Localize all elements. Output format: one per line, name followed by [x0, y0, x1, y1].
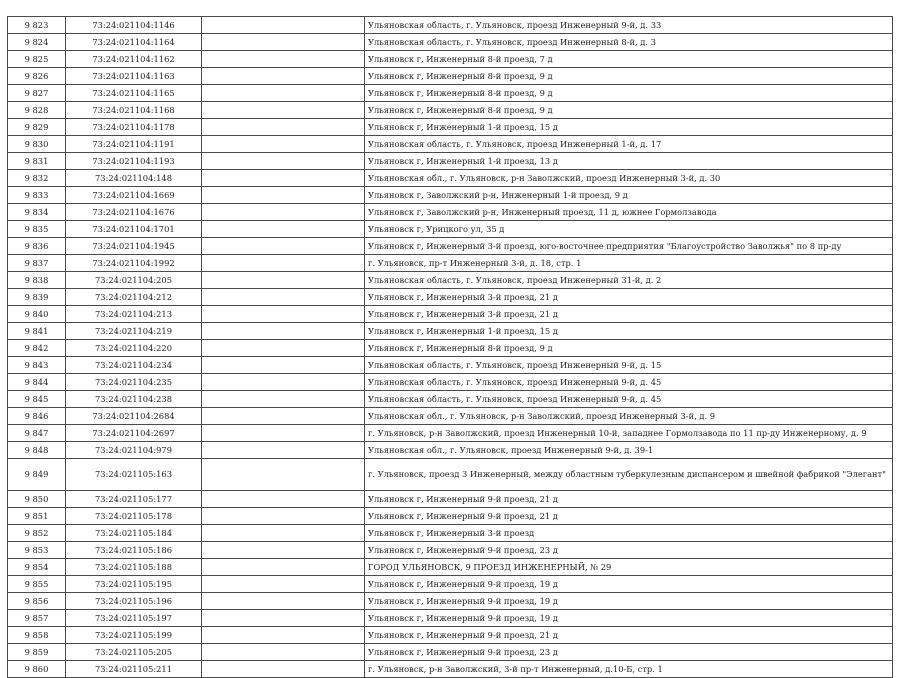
- table-body: [8, 17, 893, 678]
- address-cell: Ульяновская область, г. Ульяновск, проезд Инженерный 8-й, д. 3: [365, 34, 893, 51]
- row-number-cell: 9 836: [8, 238, 66, 255]
- empty-cell: [202, 306, 365, 323]
- address-cell: Ульяновск г, Инженерный 9-й проезд, 19 д: [365, 610, 893, 627]
- address-cell: Ульяновск г, Заволжский р-н, Инженерный проезд, 11 д, южнее Гормолзавода: [365, 204, 893, 221]
- cadastral-number-cell: 73:24:021104:1945: [66, 238, 202, 255]
- cadastral-number-cell: 73:24:021105:177: [66, 491, 202, 508]
- row-number-cell: 9 850: [8, 491, 66, 508]
- address-cell: Ульяновск г, Инженерный 8-й проезд, 9 д: [365, 85, 893, 102]
- cadastral-number-cell: 73:24:021104:238: [66, 391, 202, 408]
- empty-cell: [202, 153, 365, 170]
- table-row: [8, 425, 893, 442]
- address-cell: Ульяновская область, г. Ульяновск, проезд Инженерный 9-й, д. 45: [365, 374, 893, 391]
- address-cell: Ульяновская область, г. Ульяновск, проезд Инженерный 9-й, д. 45: [365, 391, 893, 408]
- empty-cell: [202, 85, 365, 102]
- table-row: [8, 238, 893, 255]
- empty-cell: [202, 374, 365, 391]
- cadastral-number-cell: 73:24:021104:979: [66, 442, 202, 459]
- empty-cell: [202, 119, 365, 136]
- cadastral-number-cell: 73:24:021105:184: [66, 525, 202, 542]
- address-cell: Ульяновская обл., г. Ульяновск, р-н Заволжский, проезд Инженерный 3-й, д. 9: [365, 408, 893, 425]
- row-number-cell: 9 824: [8, 34, 66, 51]
- empty-cell: [202, 187, 365, 204]
- table-row: [8, 51, 893, 68]
- table-row: [8, 136, 893, 153]
- empty-cell: [202, 221, 365, 238]
- address-cell: Ульяновск г, Инженерный 3-й проезд, юго-восточнее предприятия "Благоустройство Заволжья" по 8 пр-ду: [365, 238, 893, 255]
- empty-cell: [202, 357, 365, 374]
- cadastral-number-cell: 73:24:021104:1193: [66, 153, 202, 170]
- address-cell: Ульяновск г, Инженерный 8-й проезд, 7 д: [365, 51, 893, 68]
- empty-cell: [202, 238, 365, 255]
- empty-cell: [202, 255, 365, 272]
- row-number-cell: 9 843: [8, 357, 66, 374]
- row-number-cell: 9 849: [8, 459, 66, 491]
- address-cell: Ульяновск г, Инженерный 3-й проезд, 21 д: [365, 306, 893, 323]
- empty-cell: [202, 340, 365, 357]
- cadastral-number-cell: 73:24:021104:1701: [66, 221, 202, 238]
- cadastral-number-cell: 73:24:021104:220: [66, 340, 202, 357]
- row-number-cell: 9 852: [8, 525, 66, 542]
- row-number-cell: 9 827: [8, 85, 66, 102]
- table-row: [8, 508, 893, 525]
- empty-cell: [202, 644, 365, 661]
- row-number-cell: 9 839: [8, 289, 66, 306]
- row-number-cell: 9 833: [8, 187, 66, 204]
- address-cell: Ульяновск г, Инженерный 8-й проезд, 9 д: [365, 340, 893, 357]
- table-row: [8, 491, 893, 508]
- address-cell: Ульяновск г, Инженерный 8-й проезд, 9 д: [365, 68, 893, 85]
- address-cell: Ульяновск г, Инженерный 1-й проезд, 15 д: [365, 119, 893, 136]
- cadastral-number-cell: 73:24:021104:1669: [66, 187, 202, 204]
- row-number-cell: 9 842: [8, 340, 66, 357]
- cadastral-number-cell: 73:24:021104:213: [66, 306, 202, 323]
- row-number-cell: 9 846: [8, 408, 66, 425]
- empty-cell: [202, 68, 365, 85]
- empty-cell: [202, 491, 365, 508]
- address-cell: Ульяновск г, Инженерный 3-й проезд, 21 д: [365, 289, 893, 306]
- empty-cell: [202, 459, 365, 491]
- table-row: [8, 170, 893, 187]
- address-cell: Ульяновская область, г. Ульяновск, проезд Инженерный 31-й, д. 2: [365, 272, 893, 289]
- row-number-cell: 9 835: [8, 221, 66, 238]
- empty-cell: [202, 525, 365, 542]
- empty-cell: [202, 627, 365, 644]
- cadastral-number-cell: 73:24:021104:1146: [66, 17, 202, 34]
- row-number-cell: 9 838: [8, 272, 66, 289]
- address-cell: Ульяновская обл., г. Ульяновск, проезд Инженерный 9-й, д. 39-1: [365, 442, 893, 459]
- row-number-cell: 9 857: [8, 610, 66, 627]
- row-number-cell: 9 828: [8, 102, 66, 119]
- empty-cell: [202, 661, 365, 678]
- row-number-cell: 9 830: [8, 136, 66, 153]
- address-cell: Ульяновская область, г. Ульяновск, проезд Инженерный 9-й, д. 33: [365, 17, 893, 34]
- cadastral-number-cell: 73:24:021105:163: [66, 459, 202, 491]
- table-row: [8, 459, 893, 491]
- address-cell: г. Ульяновск, р-н Заволжский, проезд Инженерный 10-й, западнее Гормолзавода по 11 пр-ду Инженерному, д. 9: [365, 425, 893, 442]
- cadastral-number-cell: 73:24:021104:1162: [66, 51, 202, 68]
- table-row: [8, 272, 893, 289]
- empty-cell: [202, 593, 365, 610]
- empty-cell: [202, 425, 365, 442]
- row-number-cell: 9 840: [8, 306, 66, 323]
- cadastral-number-cell: 73:24:021105:199: [66, 627, 202, 644]
- row-number-cell: 9 826: [8, 68, 66, 85]
- cadastral-number-cell: 73:24:021105:211: [66, 661, 202, 678]
- table-row: [8, 442, 893, 459]
- table-row: [8, 576, 893, 593]
- table-row: [8, 610, 893, 627]
- cadastral-number-cell: 73:24:021104:2697: [66, 425, 202, 442]
- empty-cell: [202, 576, 365, 593]
- table-row: [8, 85, 893, 102]
- row-number-cell: 9 837: [8, 255, 66, 272]
- cadastral-number-cell: 73:24:021104:219: [66, 323, 202, 340]
- cadastral-number-cell: 73:24:021104:234: [66, 357, 202, 374]
- table-row: [8, 593, 893, 610]
- table-row: [8, 357, 893, 374]
- address-cell: г. Ульяновск, проезд 3 Инженерный, между областным туберкулезным диспансером и швейной фабрикой "Элегант": [365, 459, 893, 491]
- table-row: [8, 153, 893, 170]
- empty-cell: [202, 408, 365, 425]
- empty-cell: [202, 17, 365, 34]
- cadastral-number-cell: 73:24:021104:1191: [66, 136, 202, 153]
- table-row: [8, 644, 893, 661]
- cadastral-number-cell: 73:24:021104:1163: [66, 68, 202, 85]
- table-row: [8, 204, 893, 221]
- cadastral-number-cell: 73:24:021104:235: [66, 374, 202, 391]
- table-row: [8, 661, 893, 678]
- row-number-cell: 9 853: [8, 542, 66, 559]
- row-number-cell: 9 858: [8, 627, 66, 644]
- address-cell: Ульяновская область, г. Ульяновск, проезд Инженерный 9-й, д. 15: [365, 357, 893, 374]
- cadastral-number-cell: 73:24:021104:205: [66, 272, 202, 289]
- table-row: [8, 119, 893, 136]
- address-cell: ГОРОД УЛЬЯНОВСК, 9 ПРОЕЗД ИНЖЕНЕРНЫЙ, № 29: [365, 559, 893, 576]
- row-number-cell: 9 854: [8, 559, 66, 576]
- cadastral-number-cell: 73:24:021104:1168: [66, 102, 202, 119]
- row-number-cell: 9 845: [8, 391, 66, 408]
- empty-cell: [202, 542, 365, 559]
- address-cell: Ульяновск г, Инженерный 8-й проезд, 9 д: [365, 102, 893, 119]
- empty-cell: [202, 136, 365, 153]
- row-number-cell: 9 832: [8, 170, 66, 187]
- row-number-cell: 9 851: [8, 508, 66, 525]
- empty-cell: [202, 51, 365, 68]
- address-cell: Ульяновск г, Заволжский р-н, Инженерный 1-й проезд, 9 д: [365, 187, 893, 204]
- table-row: [8, 525, 893, 542]
- registry-table: [7, 16, 893, 678]
- cadastral-number-cell: 73:24:021105:195: [66, 576, 202, 593]
- row-number-cell: 9 834: [8, 204, 66, 221]
- table-row: [8, 627, 893, 644]
- empty-cell: [202, 102, 365, 119]
- empty-cell: [202, 289, 365, 306]
- table-row: [8, 289, 893, 306]
- row-number-cell: 9 855: [8, 576, 66, 593]
- row-number-cell: 9 859: [8, 644, 66, 661]
- table-row: [8, 255, 893, 272]
- table-row: [8, 102, 893, 119]
- empty-cell: [202, 272, 365, 289]
- cadastral-number-cell: 73:24:021104:148: [66, 170, 202, 187]
- address-cell: г. Ульяновск, пр-т Инженерный 3-й, д. 18, стр. 1: [365, 255, 893, 272]
- address-cell: Ульяновск г, Инженерный 3-й проезд: [365, 525, 893, 542]
- row-number-cell: 9 844: [8, 374, 66, 391]
- empty-cell: [202, 610, 365, 627]
- cadastral-number-cell: 73:24:021105:188: [66, 559, 202, 576]
- cadastral-number-cell: 73:24:021104:1165: [66, 85, 202, 102]
- cadastral-number-cell: 73:24:021105:196: [66, 593, 202, 610]
- cadastral-number-cell: 73:24:021105:178: [66, 508, 202, 525]
- address-cell: Ульяновск г, Урицкого ул, 35 д: [365, 221, 893, 238]
- address-cell: Ульяновск г, Инженерный 9-й проезд, 21 д: [365, 627, 893, 644]
- cadastral-number-cell: 73:24:021104:2684: [66, 408, 202, 425]
- address-cell: Ульяновск г, Инженерный 1-й проезд, 13 д: [365, 153, 893, 170]
- cadastral-number-cell: 73:24:021105:186: [66, 542, 202, 559]
- empty-cell: [202, 170, 365, 187]
- empty-cell: [202, 508, 365, 525]
- table-row: [8, 68, 893, 85]
- row-number-cell: 9 831: [8, 153, 66, 170]
- row-number-cell: 9 848: [8, 442, 66, 459]
- row-number-cell: 9 856: [8, 593, 66, 610]
- row-number-cell: 9 823: [8, 17, 66, 34]
- table-row: [8, 187, 893, 204]
- address-cell: Ульяновск г, Инженерный 1-й проезд, 15 д: [365, 323, 893, 340]
- table-row: [8, 340, 893, 357]
- row-number-cell: 9 847: [8, 425, 66, 442]
- table-row: [8, 408, 893, 425]
- address-cell: Ульяновская обл., г. Ульяновск, р-н Заволжский, проезд Инженерный 3-й, д. 30: [365, 170, 893, 187]
- empty-cell: [202, 559, 365, 576]
- empty-cell: [202, 204, 365, 221]
- address-cell: Ульяновск г, Инженерный 9-й проезд, 21 д: [365, 508, 893, 525]
- row-number-cell: 9 860: [8, 661, 66, 678]
- row-number-cell: 9 841: [8, 323, 66, 340]
- cadastral-number-cell: 73:24:021104:1676: [66, 204, 202, 221]
- address-cell: Ульяновск г, Инженерный 9-й проезд, 21 д: [365, 491, 893, 508]
- cadastral-number-cell: 73:24:021104:212: [66, 289, 202, 306]
- table-row: [8, 306, 893, 323]
- table-row: [8, 542, 893, 559]
- row-number-cell: 9 829: [8, 119, 66, 136]
- cadastral-number-cell: 73:24:021104:1992: [66, 255, 202, 272]
- empty-cell: [202, 391, 365, 408]
- table-row: [8, 221, 893, 238]
- address-cell: Ульяновск г, Инженерный 9-й проезд, 19 д: [365, 576, 893, 593]
- table-row: [8, 391, 893, 408]
- row-number-cell: 9 825: [8, 51, 66, 68]
- address-cell: г. Ульяновск, р-н Заволжский, 3-й пр-т Инженерный, д.10-Б, стр. 1: [365, 661, 893, 678]
- address-cell: Ульяновск г, Инженерный 9-й проезд, 23 д: [365, 644, 893, 661]
- table-row: [8, 17, 893, 34]
- table-row: [8, 374, 893, 391]
- address-cell: Ульяновск г, Инженерный 9-й проезд, 23 д: [365, 542, 893, 559]
- empty-cell: [202, 442, 365, 459]
- table-row: [8, 559, 893, 576]
- empty-cell: [202, 34, 365, 51]
- address-cell: Ульяновская область, г. Ульяновск, проезд Инженерный 1-й, д. 17: [365, 136, 893, 153]
- table-row: [8, 323, 893, 340]
- table-row: [8, 34, 893, 51]
- cadastral-number-cell: 73:24:021105:205: [66, 644, 202, 661]
- cadastral-number-cell: 73:24:021104:1178: [66, 119, 202, 136]
- address-cell: Ульяновск г, Инженерный 9-й проезд, 19 д: [365, 593, 893, 610]
- cadastral-number-cell: 73:24:021104:1164: [66, 34, 202, 51]
- empty-cell: [202, 323, 365, 340]
- cadastral-number-cell: 73:24:021105:197: [66, 610, 202, 627]
